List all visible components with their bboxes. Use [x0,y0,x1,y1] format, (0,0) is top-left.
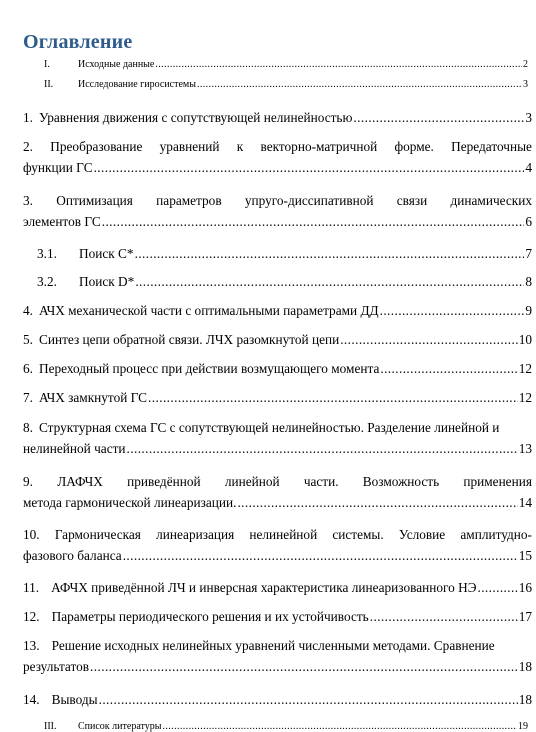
leader-dots [370,609,518,625]
entry-page: 13 [518,441,532,456]
toc-entry-6[interactable] [23,361,532,377]
entry-text: Список литературы [78,721,162,732]
leader-dots [102,214,525,230]
leader-dots [148,390,518,406]
entry-word: к [236,139,244,154]
toc-entry-14[interactable] [23,692,532,708]
entry-number: III. [44,721,57,732]
entry-number: 2. [23,139,33,154]
entry-word: Условие [398,527,446,542]
entry-word: упруго-диссипативной [244,193,374,208]
entry-word: применения [463,474,532,489]
entry-word: связи [396,193,428,208]
entry-line-2 [23,548,532,564]
entry-text: нелинейной части [23,441,126,456]
entry-text: результатов [23,659,90,674]
leader-dots [353,110,524,126]
toc-entry-12[interactable] [23,609,532,625]
entry-word: Гармоническая [54,527,141,542]
entry-number: 4. [23,303,33,318]
entry-number: 3.1. [37,246,57,261]
entry-text: метода гармонической линеаризации. [23,495,237,510]
leader-dots [90,659,518,675]
entry-line-1 [23,420,532,436]
toc-entry-4[interactable] [23,303,532,319]
entry-word: форме. [394,139,434,154]
leader-dots [94,160,525,176]
entry-number: 8. [23,420,33,435]
entry-line-2 [23,659,532,675]
entry-number: 6. [23,361,33,376]
entry-line-1 [23,638,532,654]
entry-line-2 [23,160,532,176]
toc-title: Оглавление [23,31,133,53]
entry-line-2 [23,441,532,457]
leader-dots [123,548,518,564]
entry-word: параметров [156,193,222,208]
entry-word: системы. [332,527,384,542]
entry-number: II. [44,79,54,90]
entry-page: 17 [518,609,532,624]
entry-number: 12. [23,609,40,624]
entry-line-1 [23,193,532,209]
toc-entry-7[interactable] [23,390,532,406]
toc-entry-2[interactable] [23,139,532,176]
leader-dots [380,303,525,319]
entry-word: линеаризация [156,527,235,542]
entry-text: АФЧХ приведённой ЛЧ и инверсная характеристика линеаризованного НЭ [51,580,477,595]
entry-text: Исходные данные [78,59,155,70]
entry-page: 3 [523,79,528,90]
entry-page: 4 [525,160,532,175]
entry-line-1 [23,527,532,543]
entry-number: 5. [23,332,33,347]
entry-page: 8 [525,274,532,289]
toc-entry-10[interactable] [23,527,532,564]
entry-word: динамических [450,193,532,208]
leader-dots [135,246,525,262]
entry-text: АЧХ замкнутой ГС [38,390,148,405]
entry-text: Поиск C* [79,246,134,261]
entry-word: амплитудно- [460,527,532,542]
entry-text: Решение исходных нелинейных уравнений численными методами. Сравнение [51,638,495,653]
entry-number: 10. [23,527,40,542]
leader-dots [237,495,517,511]
entry-word: Возможность [362,474,440,489]
toc-entry-3-1[interactable] [37,246,532,262]
entry-page: 10 [518,332,532,347]
entry-text: Переходный процесс при действии возмущающего момента [38,361,380,376]
entry-number: 13. [23,638,40,653]
entry-text: Уравнения движения с сопутствующей нелинейностью [38,110,353,125]
entry-word: части. [303,474,339,489]
entry-word: Оптимизация [56,193,133,208]
entry-number: I. [44,59,50,70]
entry-word: уравнений [159,139,220,154]
leader-dots [135,274,524,290]
entry-text: Поиск D* [79,274,135,289]
leader-dots [340,332,518,348]
entry-number: 9. [23,474,33,489]
entry-word: нелинейной [249,527,318,542]
entry-text: Синтез цепи обратной связи. ЛЧХ разомкнутой цепи [38,332,340,347]
entry-word: Передаточные [451,139,532,154]
leader-dots [197,79,522,90]
entry-page: 15 [518,548,532,563]
leader-dots [155,59,522,70]
entry-number: 14. [23,692,40,707]
entry-text: Исследование гиросистемы [78,79,196,90]
entry-text: Структурная схема ГС с сопутствующей нелинейностью. Разделение линейной и [38,420,500,435]
toc-entry-13[interactable] [23,638,532,675]
toc-entry-roman-2[interactable] [44,79,528,90]
entry-text: фазового баланса [23,548,122,563]
leader-dots [99,692,518,708]
entry-text: Параметры периодического решения и их устойчивость [51,609,369,624]
leader-dots [162,721,517,732]
entry-line-2 [23,495,532,511]
entry-number: 7. [23,390,33,405]
entry-page: 12 [518,361,532,376]
entry-page: 16 [518,580,532,595]
toc-entry-9[interactable] [23,474,532,511]
entry-word: векторно-матричной [260,139,378,154]
entry-word: приведённой [127,474,201,489]
entry-page: 3 [525,110,532,125]
toc-entry-3-2[interactable] [37,274,532,290]
leader-dots [127,441,518,457]
entry-page: 6 [525,214,532,229]
entry-line-1 [23,474,532,490]
entry-number: 3. [23,193,33,208]
toc-entry-roman-3[interactable] [44,721,528,732]
entry-page: 18 [518,692,532,707]
leader-dots [477,580,517,596]
entry-number: 11. [23,580,40,595]
toc-entry-5[interactable] [23,332,532,348]
toc-entry-11[interactable] [23,580,532,596]
toc-entry-3[interactable] [23,193,532,230]
entry-text: элементов ГС [23,214,101,229]
entry-number: 1. [23,110,33,125]
entry-page: 2 [523,59,528,70]
entry-line-1 [23,139,532,155]
entry-text: Выводы [51,692,98,707]
entry-page: 19 [518,721,528,732]
entry-page: 7 [525,246,532,261]
leader-dots [380,361,517,377]
entry-number: 3.2. [37,274,57,289]
entry-page: 12 [518,390,532,405]
entry-text: функции ГС [23,160,93,175]
entry-word: линейной [224,474,280,489]
entry-page: 9 [525,303,532,318]
entry-word: Преобразование [50,139,143,154]
entry-line-2 [23,214,532,230]
toc-entry-1[interactable] [23,110,532,126]
toc-entry-roman-1[interactable] [44,59,528,70]
entry-page: 14 [518,495,532,510]
entry-word: ЛАФЧХ [57,474,103,489]
toc-entry-8[interactable] [23,420,532,457]
entry-text: АЧХ механической части с оптимальными параметрами ДД [38,303,379,318]
entry-page: 18 [518,659,532,674]
